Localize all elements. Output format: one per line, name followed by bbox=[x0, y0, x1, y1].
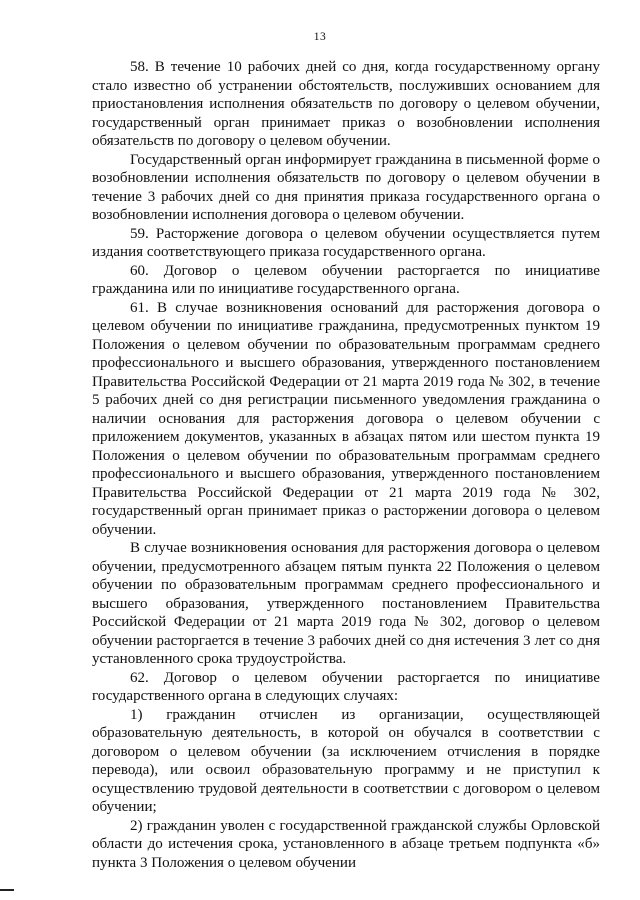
page-edge-mark bbox=[0, 889, 14, 891]
paragraph-61-second: В случае возникновения основания для расторжения договора о целевом обучении, предусмотренного абзацем пятым пункта 22 Положения о целевом обучении по образовательным программам среднего профессионального и высшего образования, утвержденного постановлением Правительства Российской Федерации от 21 марта 2019 года № 302, договор о целевом обучении расторгается в течение 3 рабочих дней со дня истечения 3 лет со дня установленного срока трудоустройства. bbox=[92, 540, 600, 667]
page-number: 13 bbox=[313, 31, 327, 43]
paragraph-62: 62. Договор о целевом обучении расторгается по инициативе государственного органа в следующих случаях: bbox=[92, 669, 600, 704]
paragraph-58: 58. В течение 10 рабочих дней со дня, когда государственному органу стало известно об устранении обстоятельств, послуживших основанием для приостановления исполнения обязательств по договору о целевом обучении, государственный орган принимает приказ о возобновлении исполнения обязательств по договору о целевом обучении. bbox=[92, 59, 600, 149]
paragraph-61: 61. В случае возникновения оснований для расторжения договора о целевом обучении по инициативе гражданина, предусмотренных пунктом 19 Положения о целевом обучении по образовательным программам среднего профессионального и высшего образования, утвержденного постановлением Правительства Российской Федерации от 21 марта 2019 года № 302, в течение 5 рабочих дней со дня регистрации письменного уведомления гражданина о наличии основания для расторжения договора о целевом обучении с приложением документов, указанных в абзацах пятом или шестом пункта 19 Положения о целевом обучении по образовательным программам среднего профессионального и высшего образования, утвержденного постановлением Правительства Российской Федерации от 21 марта 2019 года № 302, государственный орган принимает приказ о расторжении договора о целевом обучении. bbox=[92, 299, 600, 538]
paragraph-60: 60. Договор о целевом обучении расторгается по инициативе гражданина или по инициативе государственного органа. bbox=[92, 262, 600, 297]
paragraph-62-item-1: 1) гражданин отчислен из организации, осуществляющей образовательную деятельность, в которой он обучался в соответствии с договором о целевом обучении (за исключением отчисления в порядке перевода), или освоил образовательную программу и не приступил к осуществлению трудовой деятельности в соответствии с договором о целевом обучении; bbox=[92, 706, 600, 815]
paragraph-58-notification: Государственный орган информирует гражданина в письменной форме о возобновлении исполнения обязательств по договору о целевом обучении в течение 3 рабочих дней со дня принятия приказа государственного органа о возобновлении исполнения договора о целевом обучении. bbox=[92, 151, 600, 223]
document-body bbox=[92, 58, 600, 872]
paragraph-62-item-2: 2) гражданин уволен с государственной гражданской службы Орловской области до истечения срока, установленного в абзаце третьем подпункта «б» пункта 3 Положения о целевом обучении bbox=[92, 817, 600, 871]
paragraph-59: 59. Расторжение договора о целевом обучении осуществляется путем издания соответствующего приказа государственного органа. bbox=[92, 225, 600, 260]
